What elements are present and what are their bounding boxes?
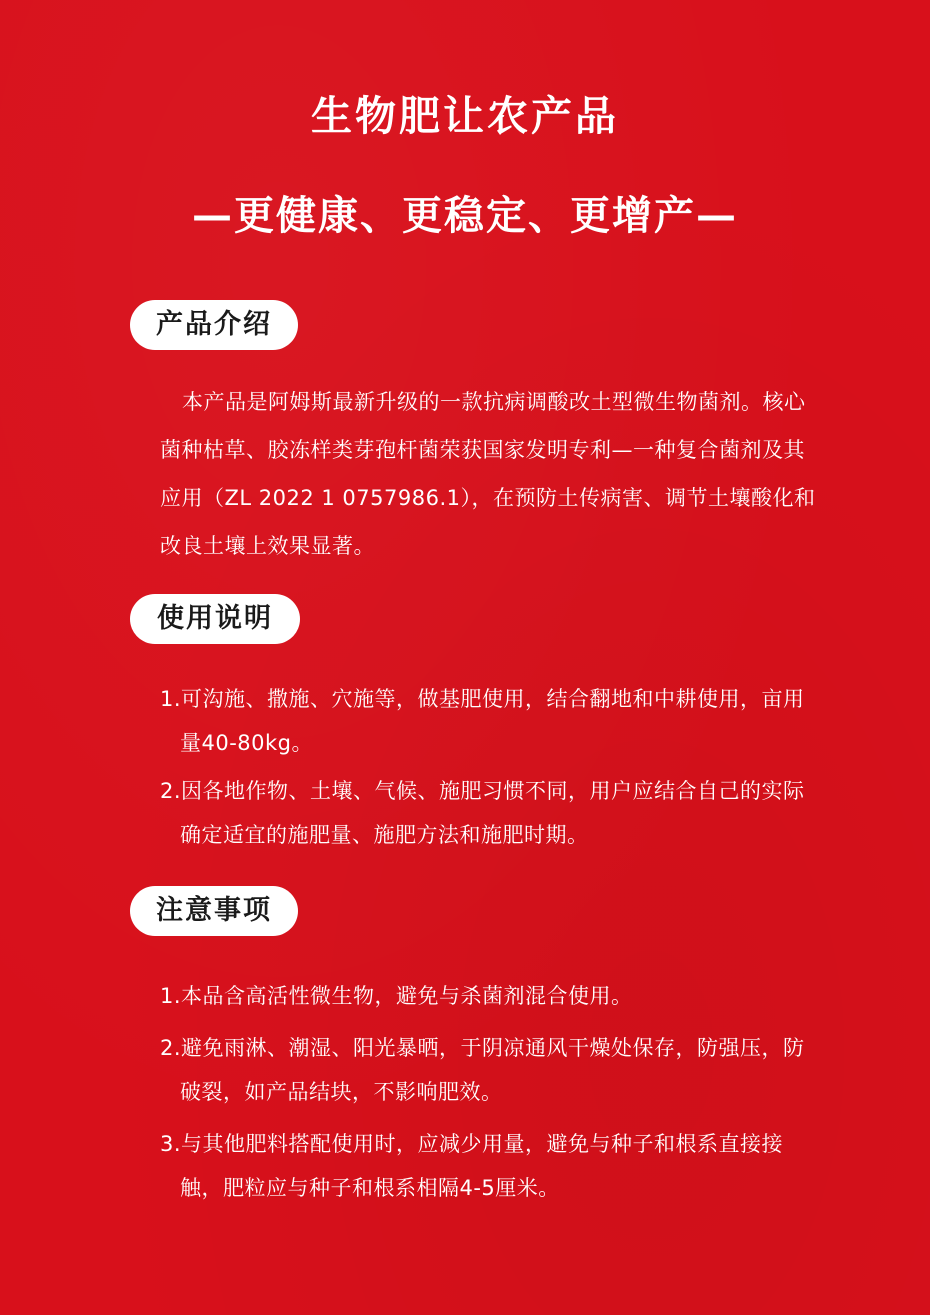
notes-item-1: 1.本品含高活性微生物，避免与杀菌剂混合使用。 (160, 984, 633, 1008)
section-heading-intro: 产品介绍 (130, 300, 298, 350)
usage-list (160, 677, 810, 857)
notes-list (160, 974, 810, 1218)
usage-item-1: 1.可沟施、撒施、穴施等，做基肥使用，结合翻地和中耕使用，亩用量40-80kg。 (160, 687, 805, 755)
intro-paragraph: 本产品是阿姆斯最新升级的一款抗病调酸改土型微生物菌剂。核心菌种枯草、胶冻样类芽孢杆菌荣获国家发明专利—一种复合菌剂及其应用（ZL 2022 1 0757986.1），在预防土传病害、调节土壤酸化和改良土壤上效果显著。 (160, 390, 816, 558)
page-subtitle: —更健康、更稳定、更增产— (192, 193, 738, 239)
section-heading-usage: 使用说明 (130, 594, 300, 644)
section-heading-notes: 注意事项 (130, 886, 298, 936)
notes-item-3: 3.与其他肥料搭配使用时，应减少用量，避免与种子和根系直接接触，肥粒应与种子和根系相隔4-5厘米。 (160, 1132, 784, 1200)
page-title: 生物肥让农产品 (311, 92, 619, 140)
notes-item-2: 2.避免雨淋、潮湿、阳光暴晒，于阴凉通风干燥处保存，防强压，防破裂，如产品结块，不影响肥效。 (160, 1036, 805, 1104)
usage-item-2: 2.因各地作物、土壤、气候、施肥习惯不同，用户应结合自己的实际确定适宜的施肥量、施肥方法和施肥时期。 (160, 779, 805, 847)
